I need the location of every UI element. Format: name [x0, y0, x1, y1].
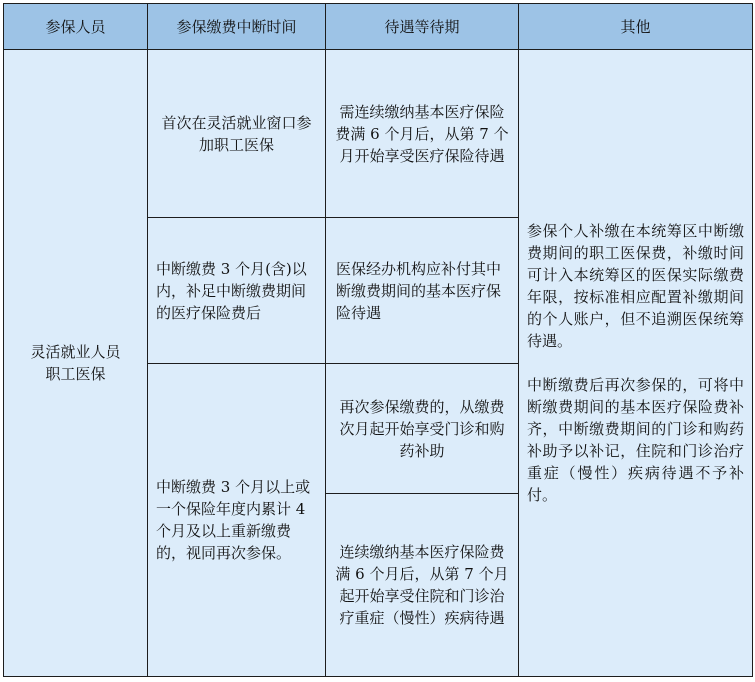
header-insured-person: 参保人员 — [4, 4, 148, 50]
waiting-cell-first-enrollment: 需连续缴纳基本医疗保险费满 6 个月后，从第 7 个月开始享受医疗保险待遇 — [326, 50, 519, 218]
interruption-cell-within-3-months: 中断缴费 3 个月(含)以内，补足中断缴费期间的医疗保险费后 — [148, 218, 326, 364]
waiting-cell-outpatient: 再次参保缴费的，从缴费次月起开始享受门诊和购药补助 — [326, 364, 519, 494]
other-note-1: 参保个人补缴在本统筹区中断缴费期间的职工医保费，补缴时间可计入本统筹区的医保实际缴费年限，按标准相应配置补缴期间的个人账户，但不追溯医保统筹待遇。 — [527, 222, 744, 350]
header-other: 其他 — [519, 4, 753, 50]
insurance-policy-table — [3, 3, 753, 677]
table-row — [4, 50, 753, 218]
header-interruption-time: 参保缴费中断时间 — [148, 4, 326, 50]
interruption-cell-first-enrollment: 首次在灵活就业窗口参加职工医保 — [148, 50, 326, 218]
header-waiting-period: 待遇等待期 — [326, 4, 519, 50]
waiting-cell-within-3-months: 医保经办机构应补付其中断缴费期间的基本医疗保险待遇 — [326, 218, 519, 364]
other-note-2: 中断缴费后再次参保的，可将中断缴费期间的基本医疗保险费补齐，中断缴费期间的门诊和购药补助予以补记，住院和门诊治疗重症（慢性）疾病待遇不予补付。 — [527, 376, 744, 504]
insured-category-cell: 灵活就业人员 职工医保 — [4, 50, 148, 677]
waiting-cell-inpatient: 连续缴纳基本医疗保险费满 6 个月后，从第 7 个月起开始享受住院和门诊治疗重症（慢性）疾病待遇 — [326, 494, 519, 677]
header-row — [4, 4, 753, 50]
interruption-cell-over-3-months: 中断缴费 3 个月以上或一个保险年度内累计 4 个月及以上重新缴费的，视同再次参保。 — [148, 364, 326, 677]
other-notes-cell — [519, 50, 753, 677]
